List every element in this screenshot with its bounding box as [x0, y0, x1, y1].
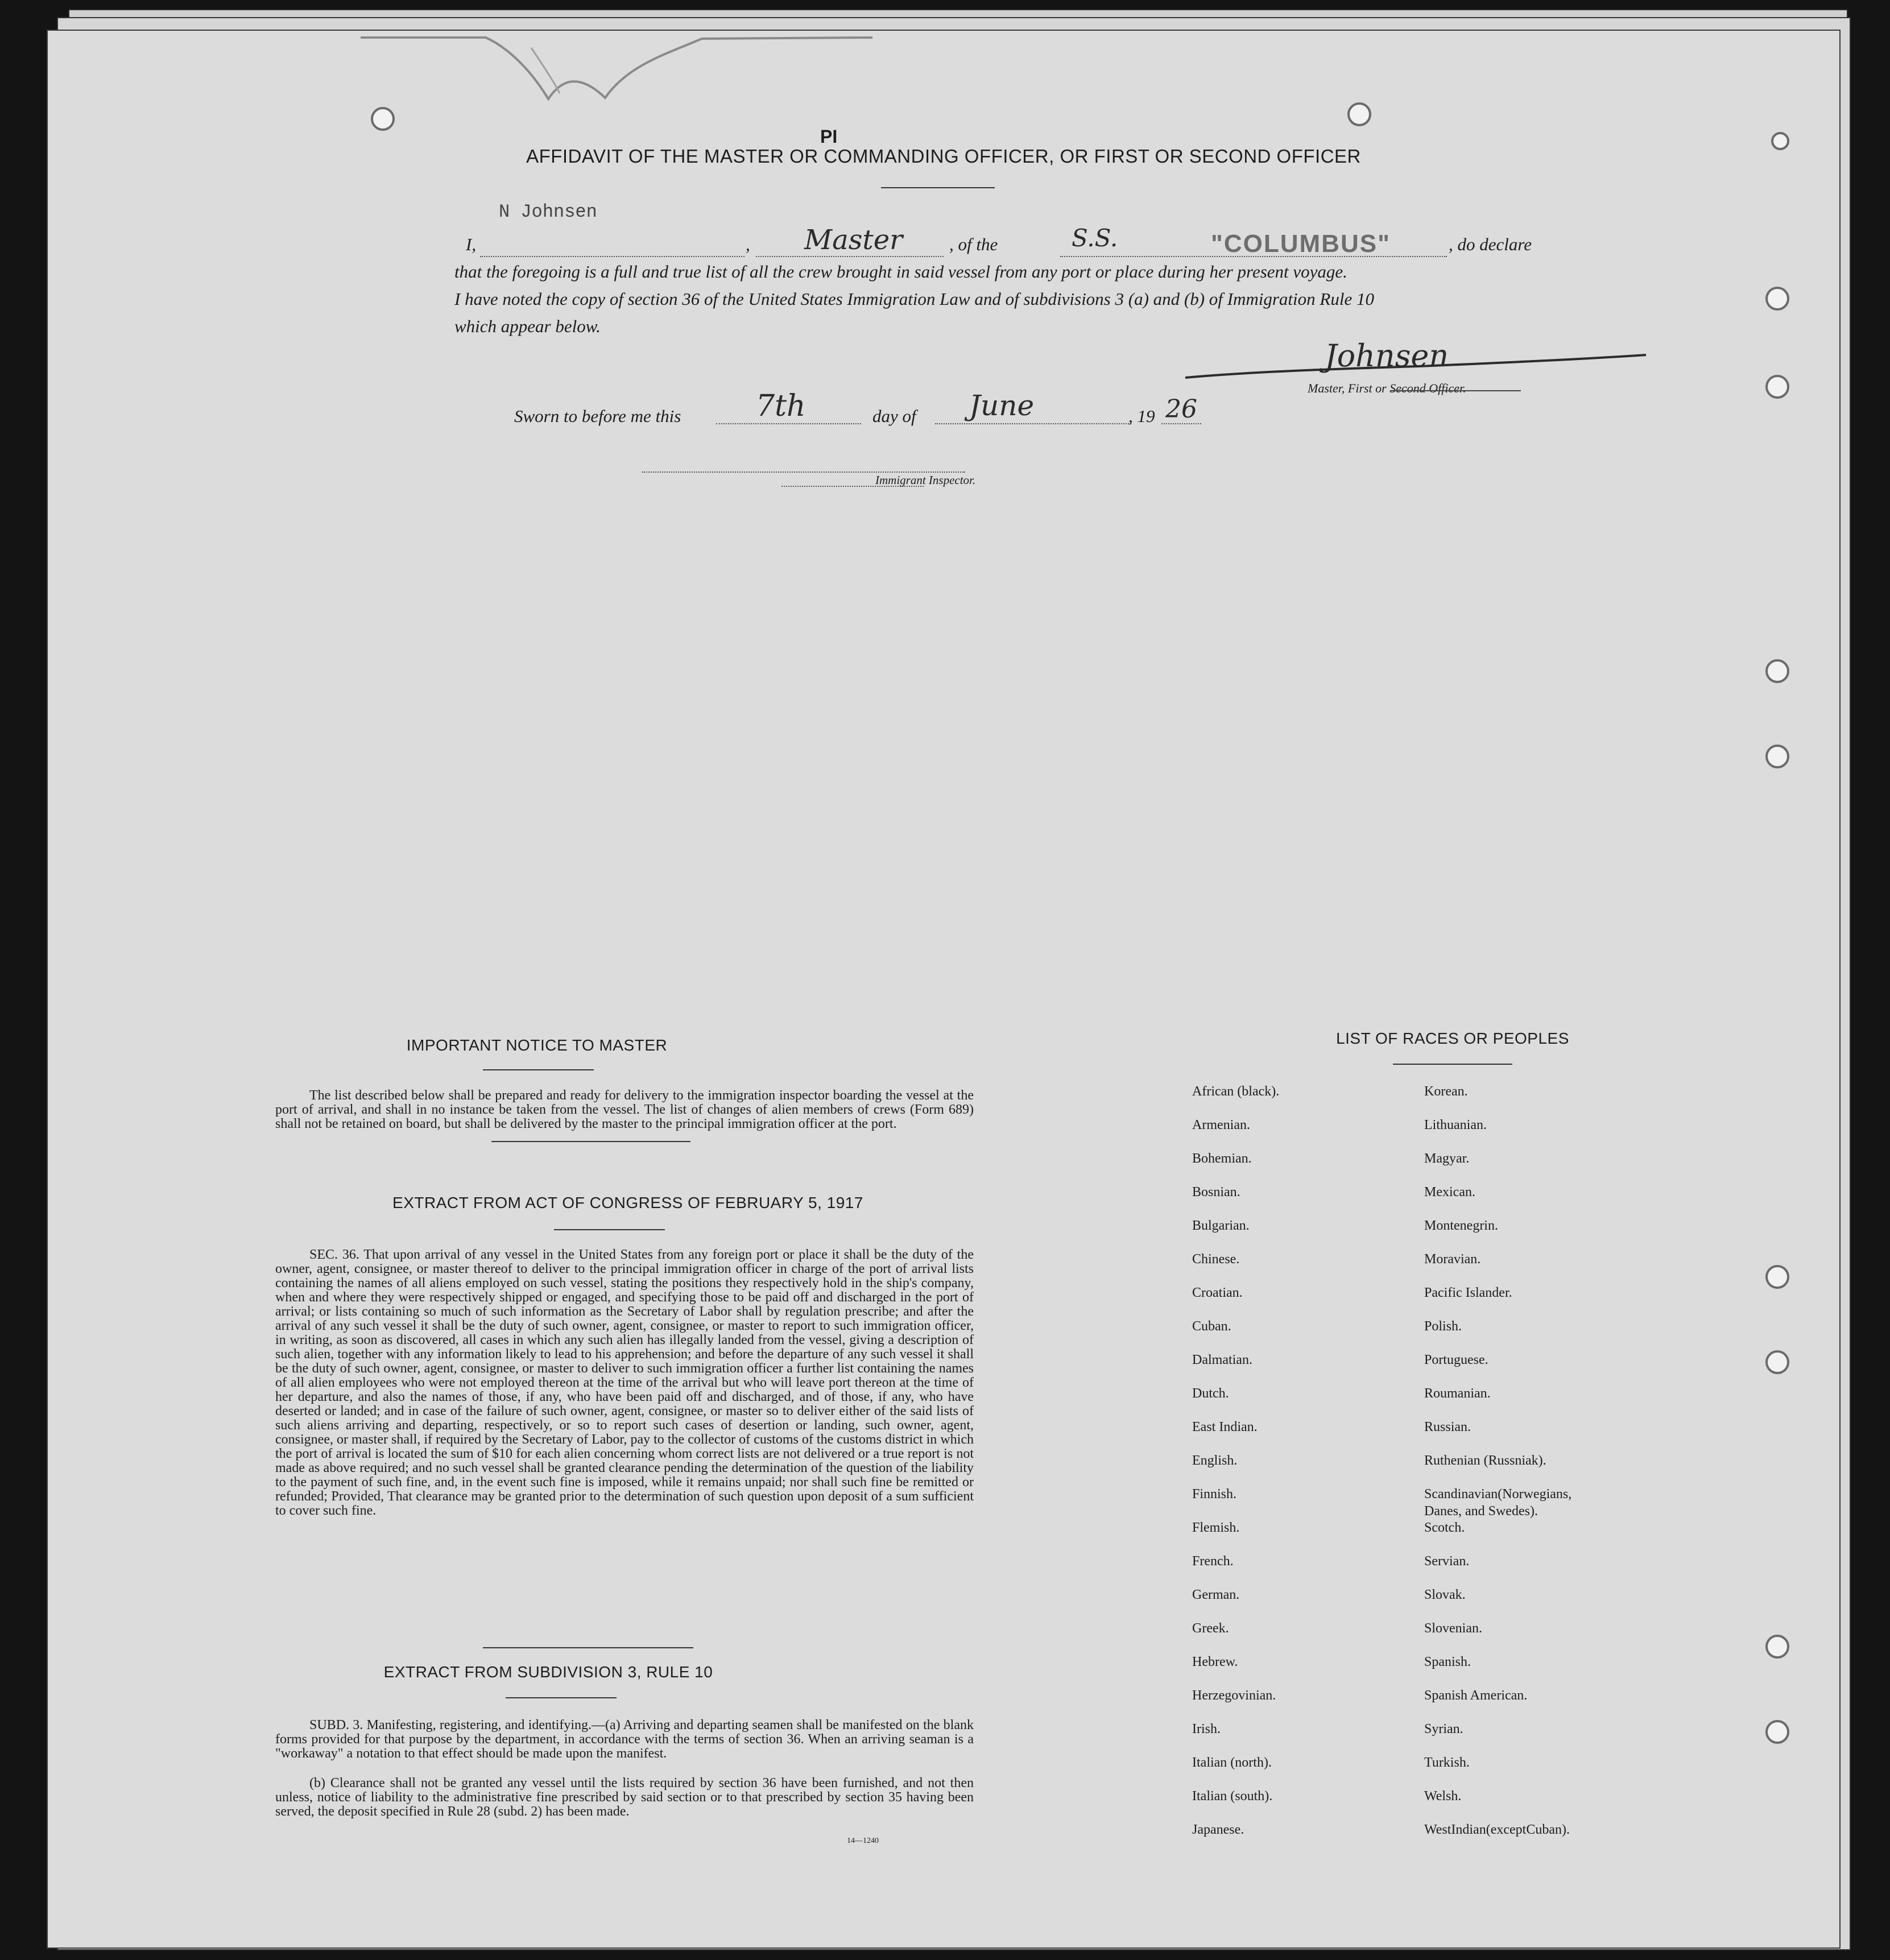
- race-item: Spanish American.: [1424, 1688, 1528, 1703]
- vessel-type-field: S.S.: [1072, 224, 1118, 252]
- inspector-caption: Immigrant Inspector.: [875, 473, 976, 487]
- punch-hole-icon: [1765, 659, 1789, 683]
- page-mark: PI: [820, 126, 838, 147]
- rank-underline: [756, 256, 944, 257]
- race-item: Bohemian.: [1192, 1151, 1252, 1166]
- race-item: Herzegovinian.: [1192, 1688, 1276, 1703]
- race-item: Welsh.: [1424, 1789, 1462, 1804]
- race-item: Montenegrin.: [1424, 1218, 1498, 1233]
- day-of-label: day of: [872, 406, 916, 426]
- punch-hole-icon: [1765, 1720, 1789, 1744]
- month-field: June: [969, 389, 1035, 422]
- race-item: Russian.: [1424, 1420, 1471, 1434]
- name-underline: [480, 256, 745, 257]
- race-item: Dalmatian.: [1192, 1353, 1252, 1367]
- race-item: Bulgarian.: [1192, 1218, 1250, 1233]
- comma: ,: [746, 234, 750, 254]
- line-prefix: I,: [466, 234, 477, 254]
- race-item: Chinese.: [1192, 1252, 1240, 1267]
- day-underline: [716, 423, 861, 424]
- race-item: French.: [1192, 1554, 1234, 1569]
- race-item: Greek.: [1192, 1621, 1229, 1636]
- affidavit-line-3: I have noted the copy of section 36 of the United States Immigration Law and of subdivisions 3 (a) and (b) of Immigration Rule 10: [454, 289, 1374, 309]
- race-item: Armenian.: [1192, 1118, 1250, 1132]
- month-underline: [935, 423, 1131, 424]
- punch-hole-icon: [1765, 287, 1789, 311]
- document-page: [47, 30, 1841, 1949]
- race-item: English.: [1192, 1453, 1238, 1468]
- race-item: Pacific Islander.: [1424, 1285, 1512, 1300]
- notice-heading: IMPORTANT NOTICE TO MASTER: [406, 1036, 668, 1054]
- form-number: 14—1240: [847, 1837, 879, 1845]
- race-item: Turkish.: [1424, 1755, 1470, 1770]
- race-item: Scandinavian(Norwegians, Danes, and Swedes).: [1424, 1487, 1572, 1519]
- races-heading: LIST OF RACES OR PEOPLES: [1336, 1029, 1569, 1047]
- rule-heading: EXTRACT FROM SUBDIVISION 3, RULE 10: [383, 1663, 713, 1681]
- strike-through: [1390, 390, 1521, 391]
- notice-divider: [483, 1069, 594, 1070]
- races-divider: [1393, 1064, 1512, 1065]
- title-divider: [881, 187, 995, 188]
- vessel-underline: [1060, 256, 1447, 257]
- act-heading-divider: [554, 1229, 665, 1230]
- punch-hole-icon: [1765, 1350, 1789, 1374]
- punch-hole-icon: [1765, 1635, 1789, 1659]
- races-column-1: [1192, 1083, 1279, 1855]
- race-item: Cuban.: [1192, 1319, 1231, 1334]
- race-item: German.: [1192, 1587, 1240, 1602]
- year-field: 26: [1165, 395, 1197, 424]
- inspector-signature-line: [642, 472, 965, 473]
- of-the-label: , of the: [949, 234, 998, 254]
- race-item: Slovak.: [1424, 1587, 1466, 1602]
- torn-edge: [361, 31, 872, 116]
- notice-text: The list described below shall be prepared and ready for delivery to the immigration inspector boarding the vessel at the port of arrival, and shall in no instance be taken from the vessel. The list of changes of alien members of crews (Form 689) shall not be retained on board, but shall be delivered by the master to the principal immigration officer at the port.: [275, 1088, 974, 1131]
- punch-hole-icon: [1347, 102, 1371, 126]
- race-item: Slovenian.: [1424, 1621, 1482, 1636]
- race-item: Hebrew.: [1192, 1655, 1238, 1669]
- race-item: Bosnian.: [1192, 1185, 1240, 1200]
- race-item: Flemish.: [1192, 1520, 1240, 1535]
- act-text: SEC. 36. That upon arrival of any vessel in the United States from any foreign port or place it shall be the duty of the owner, agent, consignee, or master thereof to deliver to the principal immigration officer in charge of the port of arrival lists containing the names of all aliens employed on such vessel, stating the positions they respectively hold in the ship's company, when and where they were respectively shipped or engaged, and specifying those to be paid off and discharged in the port of arrival; or lists containing so much of such information as the Secretary of Labor shall by regulation prescribe; and after the arrival of any such vessel it shall be the duty of such owner, agent, consignee, or master to report to such immigration officer, in writing, as soon as discovered, all cases in which any such alien has illegally landed from the vessel, giving a description of such alien, together with any information likely to lead to his apprehension; and before the departure of any such vessel it shall be the duty of such owner, agent, consignee, or master to deliver to such immigration officer a further list containing the names of all alien employees who were not employed thereon at the time of the arrival but who will leave port thereon at the time of her departure, and also the names of those, if any, who have been paid off and discharged, and of those, if any, who have deserted or landed; and in case of the failure of such owner, agent, consignee, or master so to deliver either of the said lists of such aliens arriving and departing, respectively, or so to report such cases of desertion or landing, such owner, agent, consignee, or master shall, if required by the Secretary of Labor, pay to the collector of customs of the customs district in which the port of arrival is located the sum of $10 for each alien concerning whom correct lists are not delivered or a true report is not made as above required; and no such vessel shall be granted clearance pending the determination of the question of the liability to the payment of such fine, and, in the event such fine is imposed, while it remains unpaid; nor shall such fine be remitted or refunded; Provided, That clearance may be granted prior to the determination of such question upon deposit of a sum sufficient to cover such fine.: [275, 1247, 974, 1518]
- day-field: 7th: [756, 389, 806, 423]
- race-item: Polish.: [1424, 1319, 1462, 1334]
- race-item: East Indian.: [1192, 1420, 1258, 1434]
- race-item: Magyar.: [1424, 1151, 1470, 1166]
- rank-field: Master: [804, 224, 903, 256]
- race-item: Moravian.: [1424, 1252, 1481, 1267]
- punch-hole-icon: [1765, 745, 1789, 768]
- master-name-field: N Johnsen: [499, 201, 597, 222]
- rule-divider: [483, 1647, 693, 1648]
- race-item: WestIndian(exceptCuban).: [1424, 1822, 1570, 1837]
- vessel-name-stamp: "COLUMBUS": [1211, 230, 1391, 258]
- race-item: Portuguese.: [1424, 1353, 1488, 1367]
- race-item: Roumanian.: [1424, 1386, 1491, 1401]
- race-item: Italian (north).: [1192, 1755, 1272, 1770]
- punch-hole-icon: [371, 107, 395, 131]
- sworn-label: Sworn to before me this: [514, 406, 681, 426]
- race-item: Japanese.: [1192, 1822, 1244, 1837]
- race-item: Finnish.: [1192, 1487, 1237, 1502]
- race-item: Ruthenian (Russniak).: [1424, 1453, 1546, 1468]
- affidavit-title: AFFIDAVIT OF THE MASTER OR COMMANDING OFFICER, OR FIRST OR SECOND OFFICER: [526, 146, 1361, 167]
- rule-text-b: (b) Clearance shall not be granted any vessel until the lists required by section 36 have been furnished, and not then unless, notice of liability to the administrative fine prescribed by said section or to that prescribed by section 35 having been served, the deposit specified in Rule 28 (subd. 2) has been made.: [275, 1776, 974, 1819]
- year-prefix: , 19: [1128, 406, 1155, 426]
- race-item: Irish.: [1192, 1722, 1221, 1736]
- race-item: Servian.: [1424, 1554, 1470, 1569]
- punch-hole-icon: [1765, 375, 1789, 399]
- punch-hole-icon: [1765, 1265, 1789, 1289]
- race-item: Croatian.: [1192, 1285, 1243, 1300]
- race-item: Lithuanian.: [1424, 1118, 1487, 1132]
- races-column-2: [1424, 1083, 1571, 1855]
- race-item: Dutch.: [1192, 1386, 1229, 1401]
- race-item: Italian (south).: [1192, 1789, 1273, 1804]
- signature-caption: Master, First or Second Officer.: [1308, 381, 1466, 395]
- race-item: Spanish.: [1424, 1655, 1471, 1669]
- master-signature: Johnsen: [1325, 338, 1449, 374]
- rule-heading-divider: [506, 1697, 617, 1698]
- affidavit-line-2: that the foregoing is a full and true list of all the crew brought in said vessel from any port or place during her present voyage.: [454, 262, 1347, 282]
- race-item: Syrian.: [1424, 1722, 1463, 1736]
- year-underline: [1161, 423, 1201, 424]
- race-item: Scotch.: [1424, 1520, 1465, 1535]
- race-item: Korean.: [1424, 1084, 1468, 1099]
- do-declare-label: , do declare: [1449, 234, 1532, 254]
- affidavit-line-4: which appear below.: [454, 316, 601, 336]
- race-item: African (black).: [1192, 1084, 1280, 1099]
- act-heading: EXTRACT FROM ACT OF CONGRESS OF FEBRUARY 5, 1917: [392, 1194, 863, 1211]
- rule-text-a: SUBD. 3. Manifesting, registering, and identifying.—(a) Arriving and departing seamen shall be manifested on the blank forms provided for that purpose by the department, in accordance with the terms of section 36. When an arriving seaman is a "workaway" a notation to that effect should be made upon the manifest.: [275, 1718, 974, 1761]
- act-divider: [491, 1141, 690, 1142]
- race-item: Mexican.: [1424, 1185, 1475, 1200]
